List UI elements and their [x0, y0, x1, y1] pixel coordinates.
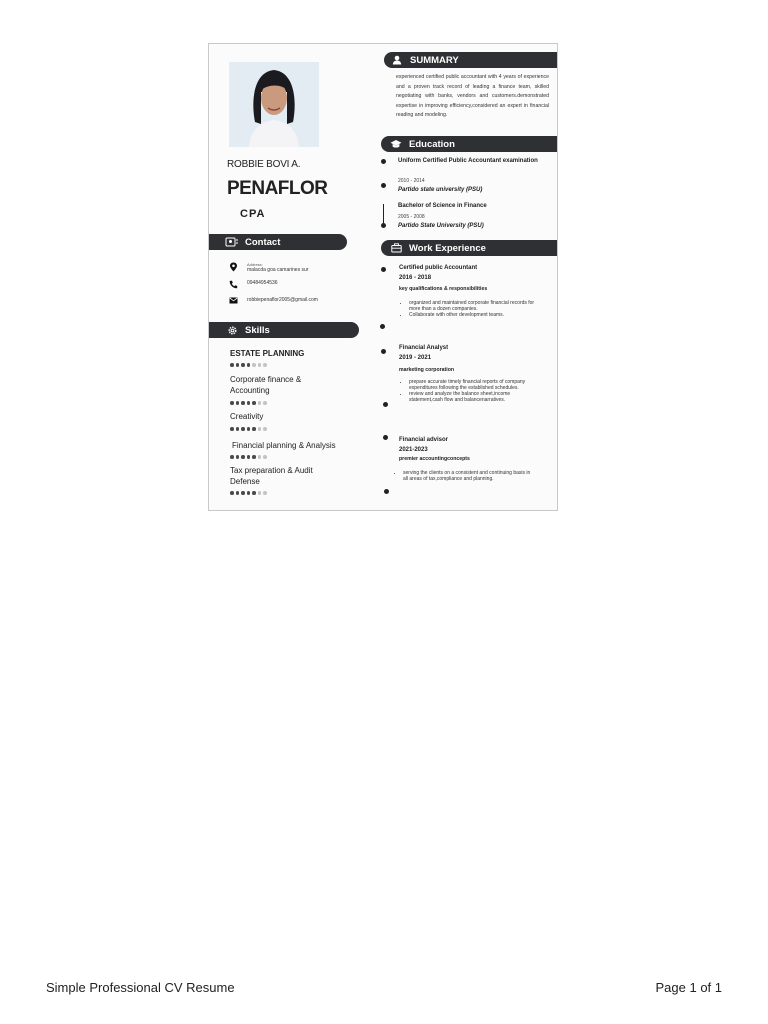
job-years: 2019 - 2021 — [399, 355, 432, 361]
rating-dot-filled — [236, 455, 240, 459]
rating-dot-filled — [241, 427, 245, 431]
last-name: PENAFLOR — [227, 178, 328, 199]
user-icon — [390, 53, 404, 67]
phone-icon — [229, 280, 239, 290]
timeline-dot — [381, 267, 386, 272]
skill-name-line2: Accounting — [230, 386, 270, 395]
timeline-dot — [383, 435, 388, 440]
timeline-dot — [384, 489, 389, 494]
skill-name: ESTATE PLANNING — [230, 349, 305, 358]
rating-dot-filled — [241, 491, 245, 495]
phone-value: 09484954536 — [247, 280, 278, 286]
rating-dot-empty — [258, 363, 262, 367]
rating-dot-filled — [236, 491, 240, 495]
rating-dot-filled — [252, 401, 256, 405]
rating-dot-filled — [230, 427, 234, 431]
address-value: malacda goa camarines sur — [247, 267, 309, 273]
contact-address — [229, 262, 308, 273]
rating-dot-empty — [252, 363, 256, 367]
briefcase-icon — [389, 241, 403, 255]
education-header — [381, 136, 558, 152]
skill-rating — [230, 363, 267, 367]
rating-dot-filled — [241, 363, 245, 367]
rating-dot-filled — [247, 455, 251, 459]
education-years: 2010 - 2014 — [398, 178, 425, 184]
job-title: Financial Analyst — [399, 345, 449, 351]
profile-photo — [229, 62, 319, 147]
job-bullets — [395, 470, 531, 482]
job-bullet: • organized and maintained corporate financial records for more than a dozen companies. — [409, 300, 537, 312]
contact-icon — [225, 235, 239, 249]
skill-rating — [230, 427, 267, 431]
rating-dot-filled — [230, 401, 234, 405]
job-years: 2016 - 2018 — [399, 275, 432, 281]
timeline-dot — [381, 223, 386, 228]
gear-icon — [225, 323, 239, 337]
rating-dot-empty — [258, 401, 262, 405]
page-number: Page 1 of 1 — [655, 980, 722, 995]
work-header — [381, 240, 558, 256]
education-school: Partido State University (PSU) — [398, 223, 484, 229]
timeline-line — [383, 204, 384, 224]
rating-dot-filled — [252, 427, 256, 431]
rating-dot-filled — [236, 363, 240, 367]
job-company: premier accountingconcepts — [399, 456, 470, 462]
job-title: CPA — [240, 208, 266, 220]
job-bullet: • review and analyze the balance sheet,income statement,cash flow and balancenarratives. — [409, 391, 537, 403]
email-value: robbiepenaflor2005@gmail.com — [247, 297, 318, 303]
timeline-dot — [383, 402, 388, 407]
first-name: ROBBIE BOVI A. — [227, 159, 301, 170]
rating-dot-empty — [263, 363, 267, 367]
job-bullet: • Collaborate with other development teams. — [409, 312, 537, 318]
job-bullets — [401, 300, 537, 318]
job-title: Financial advisor — [399, 437, 449, 443]
summary-header — [384, 52, 558, 68]
rating-dot-filled — [241, 401, 245, 405]
skills-header-label: Skills — [245, 324, 270, 336]
rating-dot-empty — [263, 427, 267, 431]
resume-page — [208, 43, 558, 511]
contact-header-label: Contact — [245, 236, 281, 248]
rating-dot-filled — [247, 427, 251, 431]
rating-dot-filled — [247, 401, 251, 405]
timeline-dot — [381, 349, 386, 354]
rating-dot-filled — [241, 455, 245, 459]
timeline-dot — [381, 159, 386, 164]
rating-dot-empty — [258, 491, 262, 495]
skill-name-line2: Defense — [230, 477, 260, 486]
job-bullet: • serving the clients on a consistent and continuing basis in all areas of tax,compliance and planning. — [403, 470, 531, 482]
skill-rating — [230, 455, 267, 459]
skill-rating — [230, 401, 267, 405]
skill-name: Tax preparation & Audit — [230, 466, 313, 475]
contact-header — [209, 234, 347, 250]
rating-dot-empty — [263, 491, 267, 495]
rating-dot-filled — [247, 491, 251, 495]
mail-icon — [229, 297, 239, 307]
location-pin-icon — [229, 262, 239, 272]
summary-header-label: SUMMARY — [410, 54, 459, 66]
skill-name: Financial planning & Analysis — [232, 441, 336, 450]
education-school: Partido state university (PSU) — [398, 187, 483, 193]
rating-dot-filled — [230, 363, 234, 367]
rating-dot-empty — [263, 455, 267, 459]
rating-dot-filled — [230, 455, 234, 459]
job-bullets — [401, 379, 537, 403]
graduation-cap-icon — [389, 137, 403, 151]
skill-name: Creativity — [230, 412, 264, 421]
job-company: key qualifications & responsibilities — [399, 286, 488, 292]
timeline-dot — [381, 183, 386, 188]
contact-phone — [229, 280, 278, 290]
skills-header — [209, 322, 359, 338]
education-years: 2005 - 2008 — [398, 214, 425, 220]
job-years: 2021-2023 — [399, 447, 428, 453]
rating-dot-empty — [258, 427, 262, 431]
work-header-label: Work Experience — [409, 242, 486, 254]
education-title: Uniform Certified Public Accountant examination — [398, 158, 538, 164]
rating-dot-filled — [236, 401, 240, 405]
rating-dot-filled — [247, 363, 251, 367]
timeline-dot — [380, 324, 385, 329]
rating-dot-filled — [236, 427, 240, 431]
skill-name: Corporate finance & — [230, 375, 302, 384]
job-bullet: • prepare accurate timely financial reports of company expenditures following the established schedules. — [409, 379, 537, 391]
rating-dot-empty — [263, 401, 267, 405]
rating-dot-filled — [252, 491, 256, 495]
address-label: Address: — [247, 262, 263, 267]
rating-dot-filled — [252, 455, 256, 459]
summary-text: experienced certified public accountant with 4 years of experience and a proven track record of leading a finance team, skilled negotiating with banks, vendors and customers.demonstrated expertise in improving efficiency,considered an expert in financial reading and modeling. — [396, 74, 549, 118]
education-title: Bachelor of Science in Finance — [398, 203, 487, 209]
rating-dot-empty — [258, 455, 262, 459]
footer-title: Simple Professional CV Resume — [46, 980, 235, 995]
rating-dot-filled — [230, 491, 234, 495]
job-title: Certified public Accountant — [399, 265, 478, 271]
contact-email — [229, 297, 318, 307]
skill-rating — [230, 491, 267, 495]
education-header-label: Education — [409, 138, 455, 150]
job-company: marketing corporation — [399, 367, 455, 373]
